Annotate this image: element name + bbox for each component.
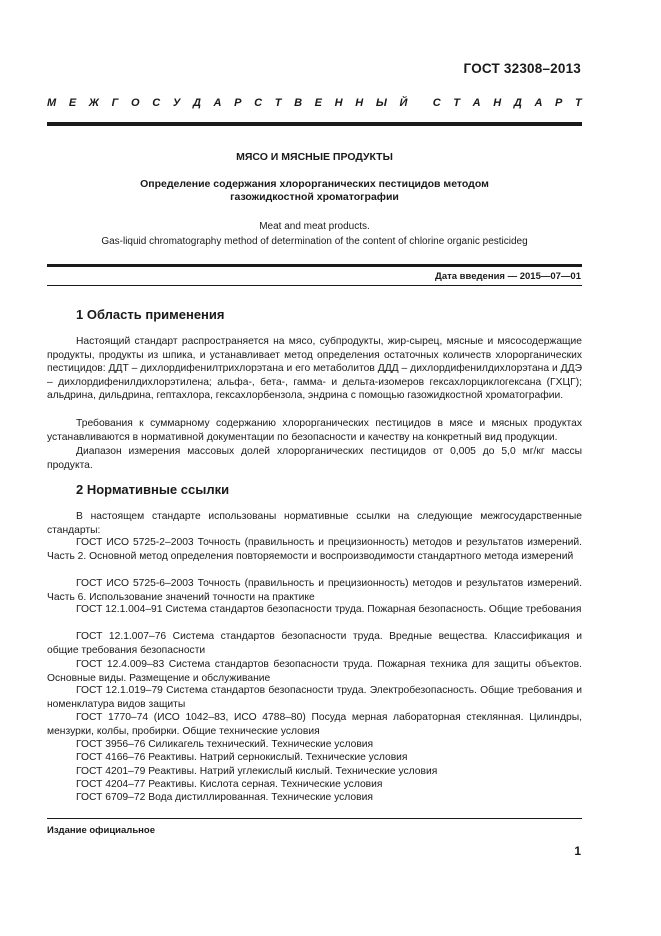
document-title: МЯСО И МЯСНЫЕ ПРОДУКТЫ <box>236 151 393 163</box>
page-number: 1 <box>574 844 581 858</box>
header-letter: Е <box>68 97 77 109</box>
reference-item: ГОСТ 12.1.004–91 Система стандартов безопасности труда. Пожарная безопасность. Общие требования <box>76 604 582 615</box>
header-letter: Е <box>314 97 323 109</box>
header-letter: Ы <box>375 97 387 109</box>
header-letter: А <box>534 97 543 109</box>
header-letter: Т <box>453 97 461 109</box>
section-1-paragraph: Диапазон измерения массовых долей хлорорганических пестицидов от 0,005 до 5,0 мг/кг массы продукта. <box>47 446 582 471</box>
official-edition-label: Издание официальное <box>47 825 155 836</box>
document-subtitle <box>47 178 582 204</box>
reference-item: ГОСТ 6709–72 Вода дистиллированная. Технические условия <box>76 792 373 803</box>
header-letter: М <box>47 97 57 109</box>
section-1-paragraph: Требования к суммарному содержанию хлорорганических пестицидов в мясе и мясных продуктах устанавливаются в нормативной документации по безопасности и качеству на конкретный вид продукции. <box>47 418 582 443</box>
reference-item: ГОСТ 12.1.007–76 Система стандартов безопасности труда. Вредные вещества. Классификация и общие требования безопасности <box>47 631 582 656</box>
reference-item: ГОСТ 4201–79 Реактивы. Натрий углекислый кислый. Технические условия <box>76 766 438 777</box>
header-letter: А <box>472 97 481 109</box>
header-letter: Т <box>274 97 282 109</box>
subtitle-line: газожидкостной хроматографии <box>230 191 399 203</box>
header-letter: Н <box>493 97 502 109</box>
header-letter: Ж <box>88 97 99 109</box>
reference-item: ГОСТ 1770–74 (ИСО 1042–83, ИСО 4788–80) Посуда мерная лабораторная стеклянная. Цилиндры, мензурки, колбы, пробирки. Общие технические условия <box>47 712 582 737</box>
reference-item: ГОСТ 3956–76 Силикагель технический. Технические условия <box>76 739 374 750</box>
header-letter: Т <box>575 97 582 109</box>
header-letter: Р <box>234 97 242 109</box>
header-letter: Р <box>555 97 563 109</box>
section-1-paragraph: Настоящий стандарт распространяется на мясо, субпродукты, жир-сырец, мясные и мясосодержащие продукты, продукты из шпика, и устанавливает метод определения остаточных количеств хлорорганических пестицидов: ДДТ – дихлордифенилтрихлорэтана и его метаболитов ДДД – дихлордифенилдихлорэтана и ДДЭ – дихлордифенилдихлорэтилена; альфа-, бета-, гамма- и дельта-изомеров гексахлорциклогексана (ГХЦГ); альдрина, дильдрина, гептахлора, гексахлорбензола, эндрина с помощью газожидкостной хроматографии. <box>47 336 582 402</box>
date-rule <box>47 285 582 286</box>
english-title <box>47 219 582 249</box>
header-letter: О <box>131 97 140 109</box>
reference-item: ГОСТ ИСО 5725-2–2003 Точность (правильность и прецизионность) методов и результатов измерений. Часть 2. Основной метод определения повторяемости и воспроизводимости стандартного метода измерений <box>47 537 582 562</box>
footer-rule <box>47 818 582 819</box>
section-2-intro: В настоящем стандарте использованы нормативные ссылки на следующие межгосударственные стандарты: <box>47 511 582 536</box>
header-letter: Й <box>399 97 408 109</box>
header-letter: У <box>172 97 181 109</box>
english-title-line: Meat and meat products. <box>259 221 370 232</box>
reference-item: ГОСТ 4166–76 Реактивы. Натрий сернокислый. Технические условия <box>76 752 408 763</box>
header-rule <box>47 122 582 126</box>
header-letter: Н <box>334 97 343 109</box>
reference-item: ГОСТ ИСО 5725-6–2003 Точность (правильность и прецизионность) методов и результатов измерений. Часть 6. Использование значений точности на практике <box>47 578 582 603</box>
subtitle-line: Определение содержания хлорорганических пестицидов методом <box>140 178 489 190</box>
introduction-date: Дата введения — 2015—07—01 <box>435 271 581 282</box>
header-letter: А <box>213 97 222 109</box>
standard-type-header <box>47 97 582 109</box>
header-letter: С <box>152 97 161 109</box>
reference-item: ГОСТ 12.4.009–83 Система стандартов безопасности труда. Пожарная техника для защиты объектов. Основные виды. Размещение и обслуживание <box>47 659 582 684</box>
header-letter: Д <box>192 97 201 109</box>
reference-item: ГОСТ 4204–77 Реактивы. Кислота серная. Технические условия <box>76 779 383 790</box>
title-rule <box>47 264 582 267</box>
section-1-heading: 1 Область применения <box>76 307 225 322</box>
section-2-heading: 2 Нормативные ссылки <box>76 482 230 497</box>
header-letter: Н <box>355 97 364 109</box>
header-letter: В <box>294 97 303 109</box>
reference-item: ГОСТ 12.1.019–79 Система стандартов безопасности труда. Электробезопасность. Общие требования и номенклатура видов защиты <box>47 685 582 710</box>
document-code: ГОСТ 32308–2013 <box>463 61 581 76</box>
header-letter: С <box>432 97 441 109</box>
header-letter: Д <box>513 97 522 109</box>
header-letter: Г <box>111 97 119 109</box>
header-letter: С <box>254 97 263 109</box>
english-title-line: Gas-liquid chromatography method of determination of the content of chlorine organic pesticideg <box>101 236 528 247</box>
